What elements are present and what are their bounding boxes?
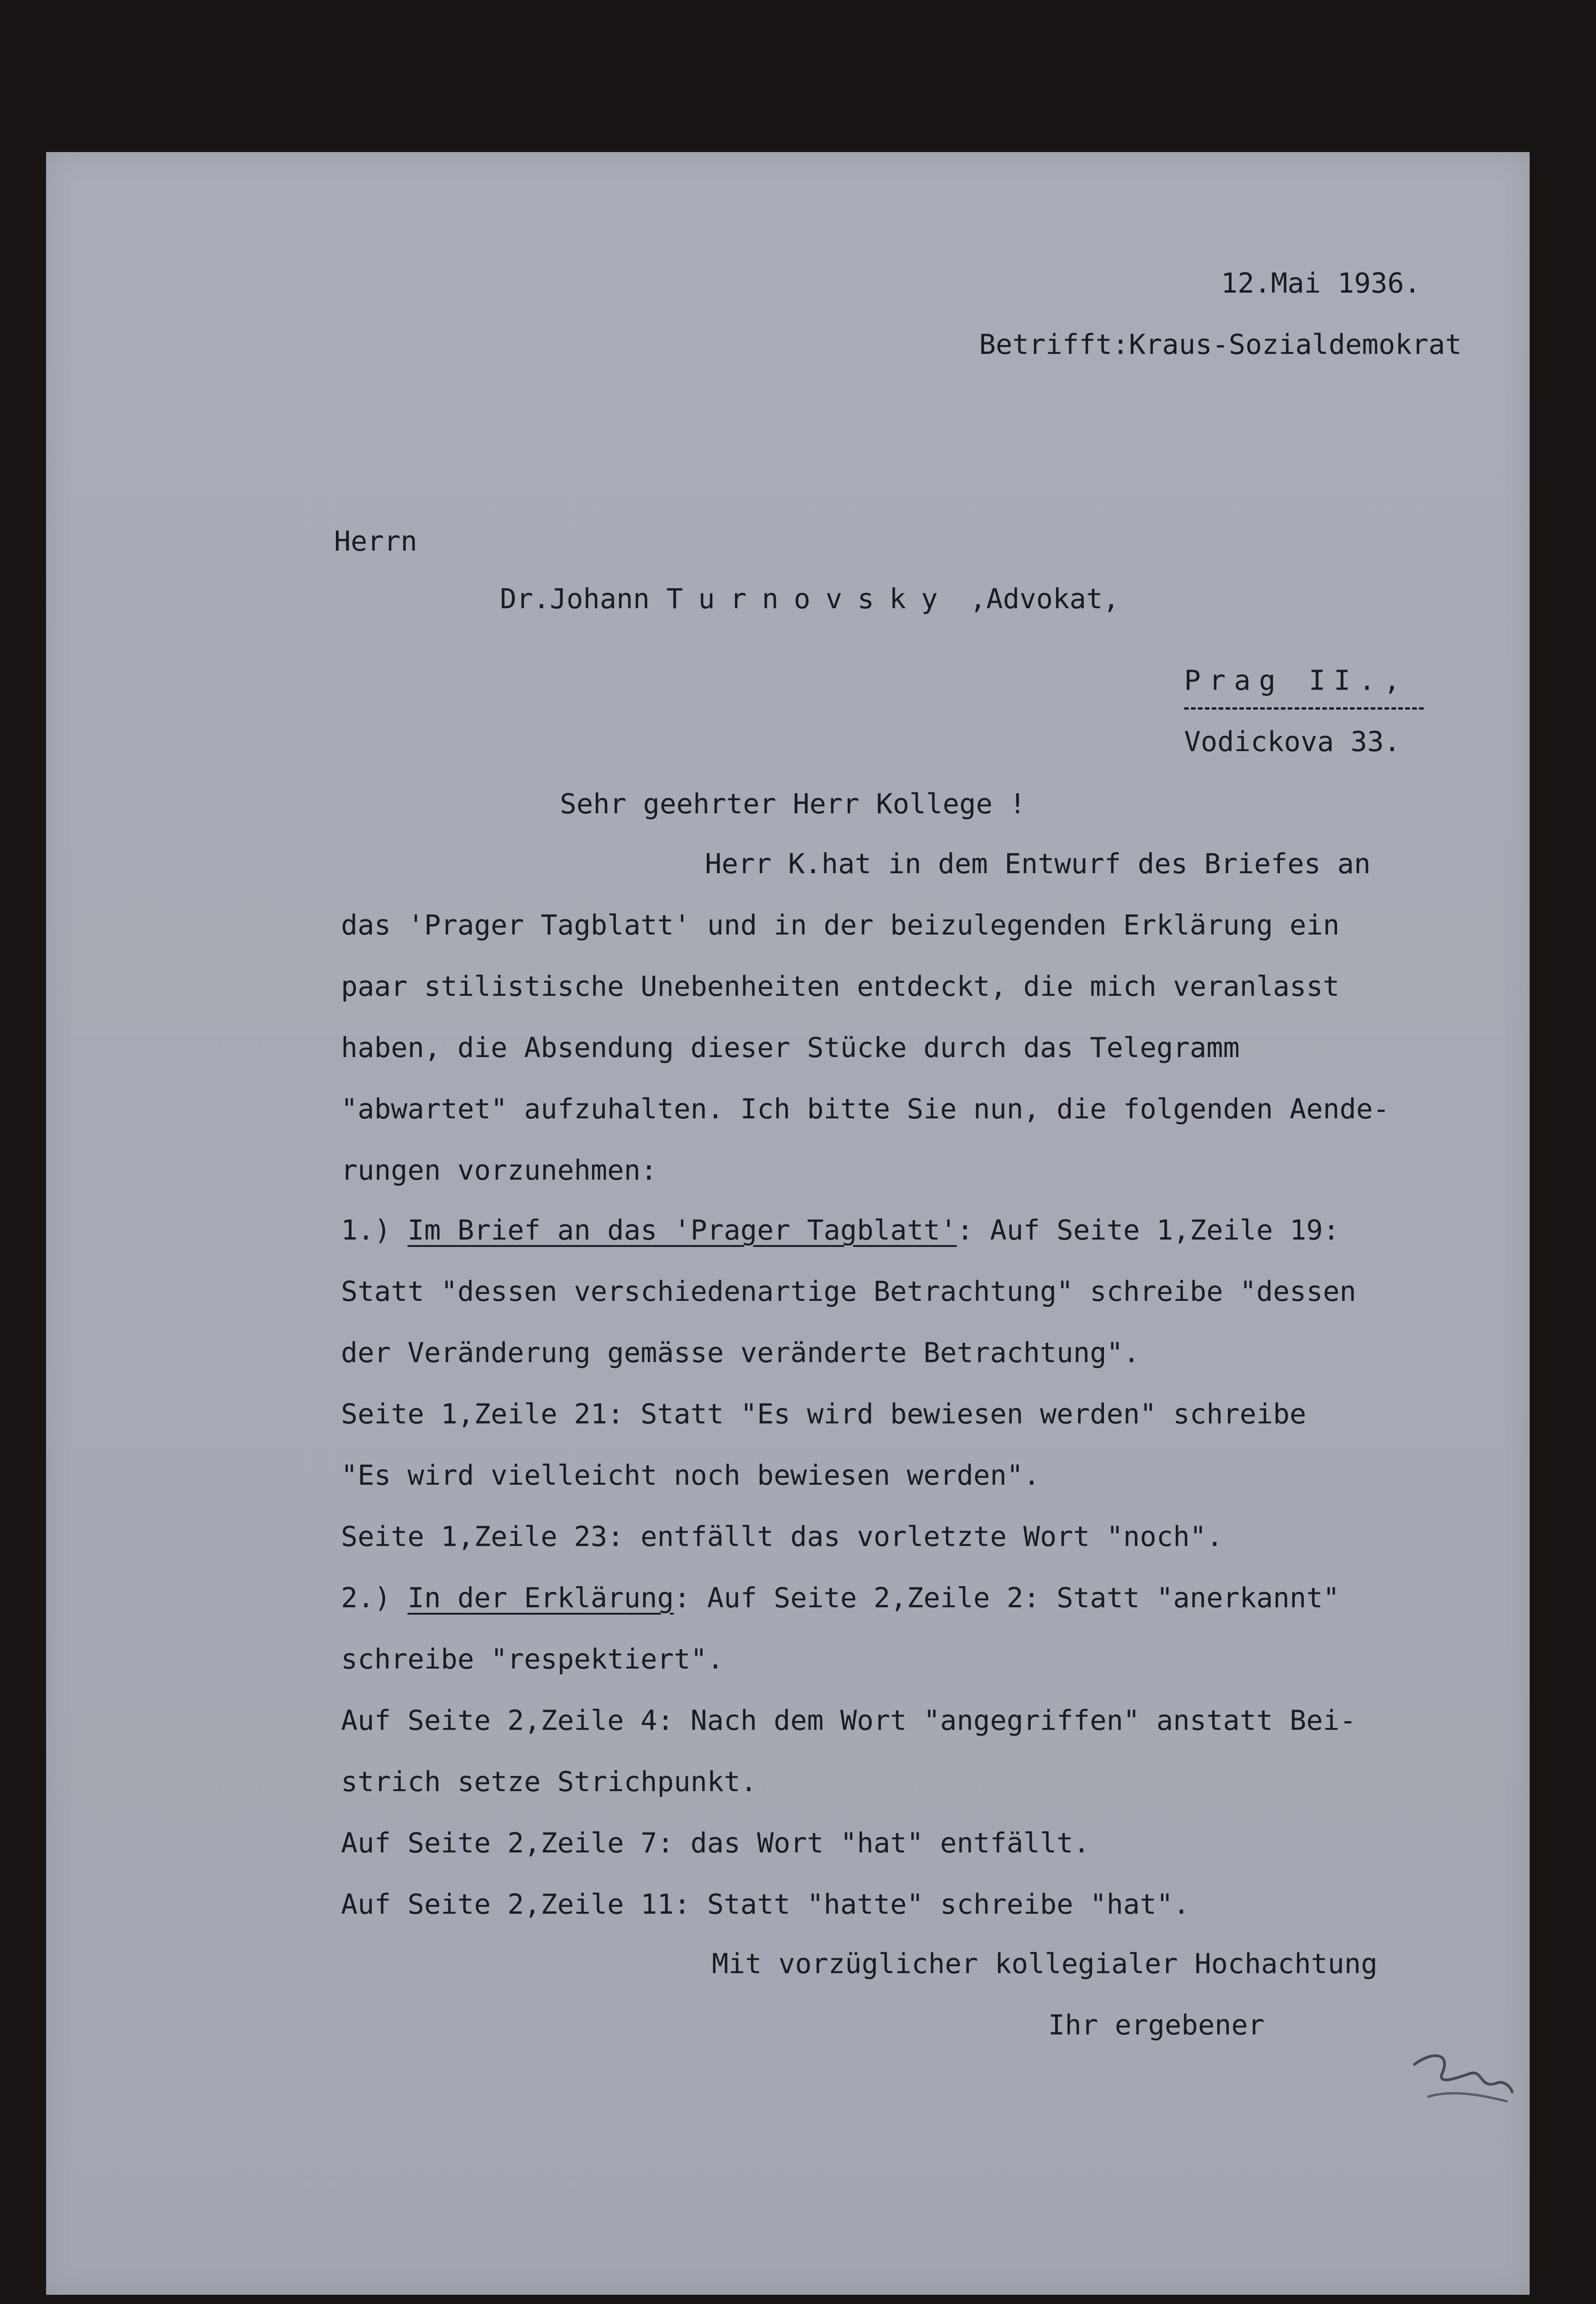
item2-first-line-rest: : Auf Seite 2,Zeile 2: Statt "anerkannt" <box>674 1582 1340 1614</box>
recipient-name-prefix: Dr.Johann <box>500 583 667 615</box>
item1-line-4: "Es wird vielleicht noch bewiesen werden". <box>341 1459 1040 1492</box>
recipient-name-suffix: ,Advokat, <box>953 583 1120 615</box>
recipient-title: Herrn <box>334 525 417 558</box>
item1-heading: Im Brief an das 'Prager Tagblatt' <box>407 1214 957 1246</box>
closing-sign: Ihr ergebener <box>1048 2009 1265 2041</box>
item1-line-3: Seite 1,Zeile 21: Statt "Es wird bewiesen werden" schreibe <box>341 1398 1307 1430</box>
body-line-3: paar stilistische Unebenheiten entdeckt, die mich veranlasst <box>341 970 1340 1003</box>
item2-line-5: Auf Seite 2,Zeile 11: Statt "hatte" schreibe "hat". <box>341 1888 1190 1921</box>
item2-first-line <box>341 1584 1339 1612</box>
item1-line-2: der Veränderung gemässe veränderte Betrachtung". <box>341 1337 1140 1369</box>
letter-date: 12.Mai 1936. <box>1221 267 1421 300</box>
body-line-6: rungen vorzunehmen: <box>341 1154 657 1187</box>
recipient-surname: Turnovsky <box>666 583 953 615</box>
letter-subject: Betrifft:Kraus-Sozialdemokrat <box>979 329 1462 361</box>
body-line-1: Herr K.hat in dem Entwurf des Briefes an <box>705 848 1371 880</box>
item2-heading: In der Erklärung <box>407 1582 674 1614</box>
item1-label: 1.) <box>341 1214 391 1246</box>
closing-formula: Mit vorzüglicher kollegialer Hochachtung <box>712 1948 1378 1980</box>
recipient-name-line <box>500 585 1120 613</box>
item1-first-line <box>341 1214 1340 1246</box>
city-dashed-underline <box>1184 707 1424 710</box>
body-line-5: "abwartet" aufzuhalten. Ich bitte Sie nun, die folgenden Aende- <box>341 1093 1390 1125</box>
body-line-2: das 'Prager Tagblatt' und in der beizulegenden Erklärung ein <box>341 909 1340 941</box>
recipient-city: Prag II., <box>1184 664 1409 697</box>
item2-line-2: Auf Seite 2,Zeile 4: Nach dem Wort "angegriffen" anstatt Bei- <box>341 1704 1356 1737</box>
item2-line-3: strich setze Strichpunkt. <box>341 1766 757 1798</box>
greeting: Sehr geehrter Herr Kollege ! <box>560 788 1026 820</box>
recipient-street: Vodickova 33. <box>1184 726 1401 758</box>
item2-label: 2.) <box>341 1582 391 1614</box>
item1-line-1: Statt "dessen verschiedenartige Betrachtung" schreibe "dessen <box>341 1275 1356 1308</box>
item2-line-4: Auf Seite 2,Zeile 7: das Wort "hat" entfällt. <box>341 1827 1090 1859</box>
item1-first-line-rest: : Auf Seite 1,Zeile 19: <box>956 1214 1340 1246</box>
body-line-4: haben, die Absendung dieser Stücke durch das Telegramm <box>341 1032 1240 1064</box>
item1-line-5: Seite 1,Zeile 23: entfällt das vorletzte Wort "noch". <box>341 1521 1223 1553</box>
item2-line-1: schreibe "respektiert". <box>341 1643 724 1675</box>
handwritten-signature-mark <box>1410 2046 1516 2120</box>
